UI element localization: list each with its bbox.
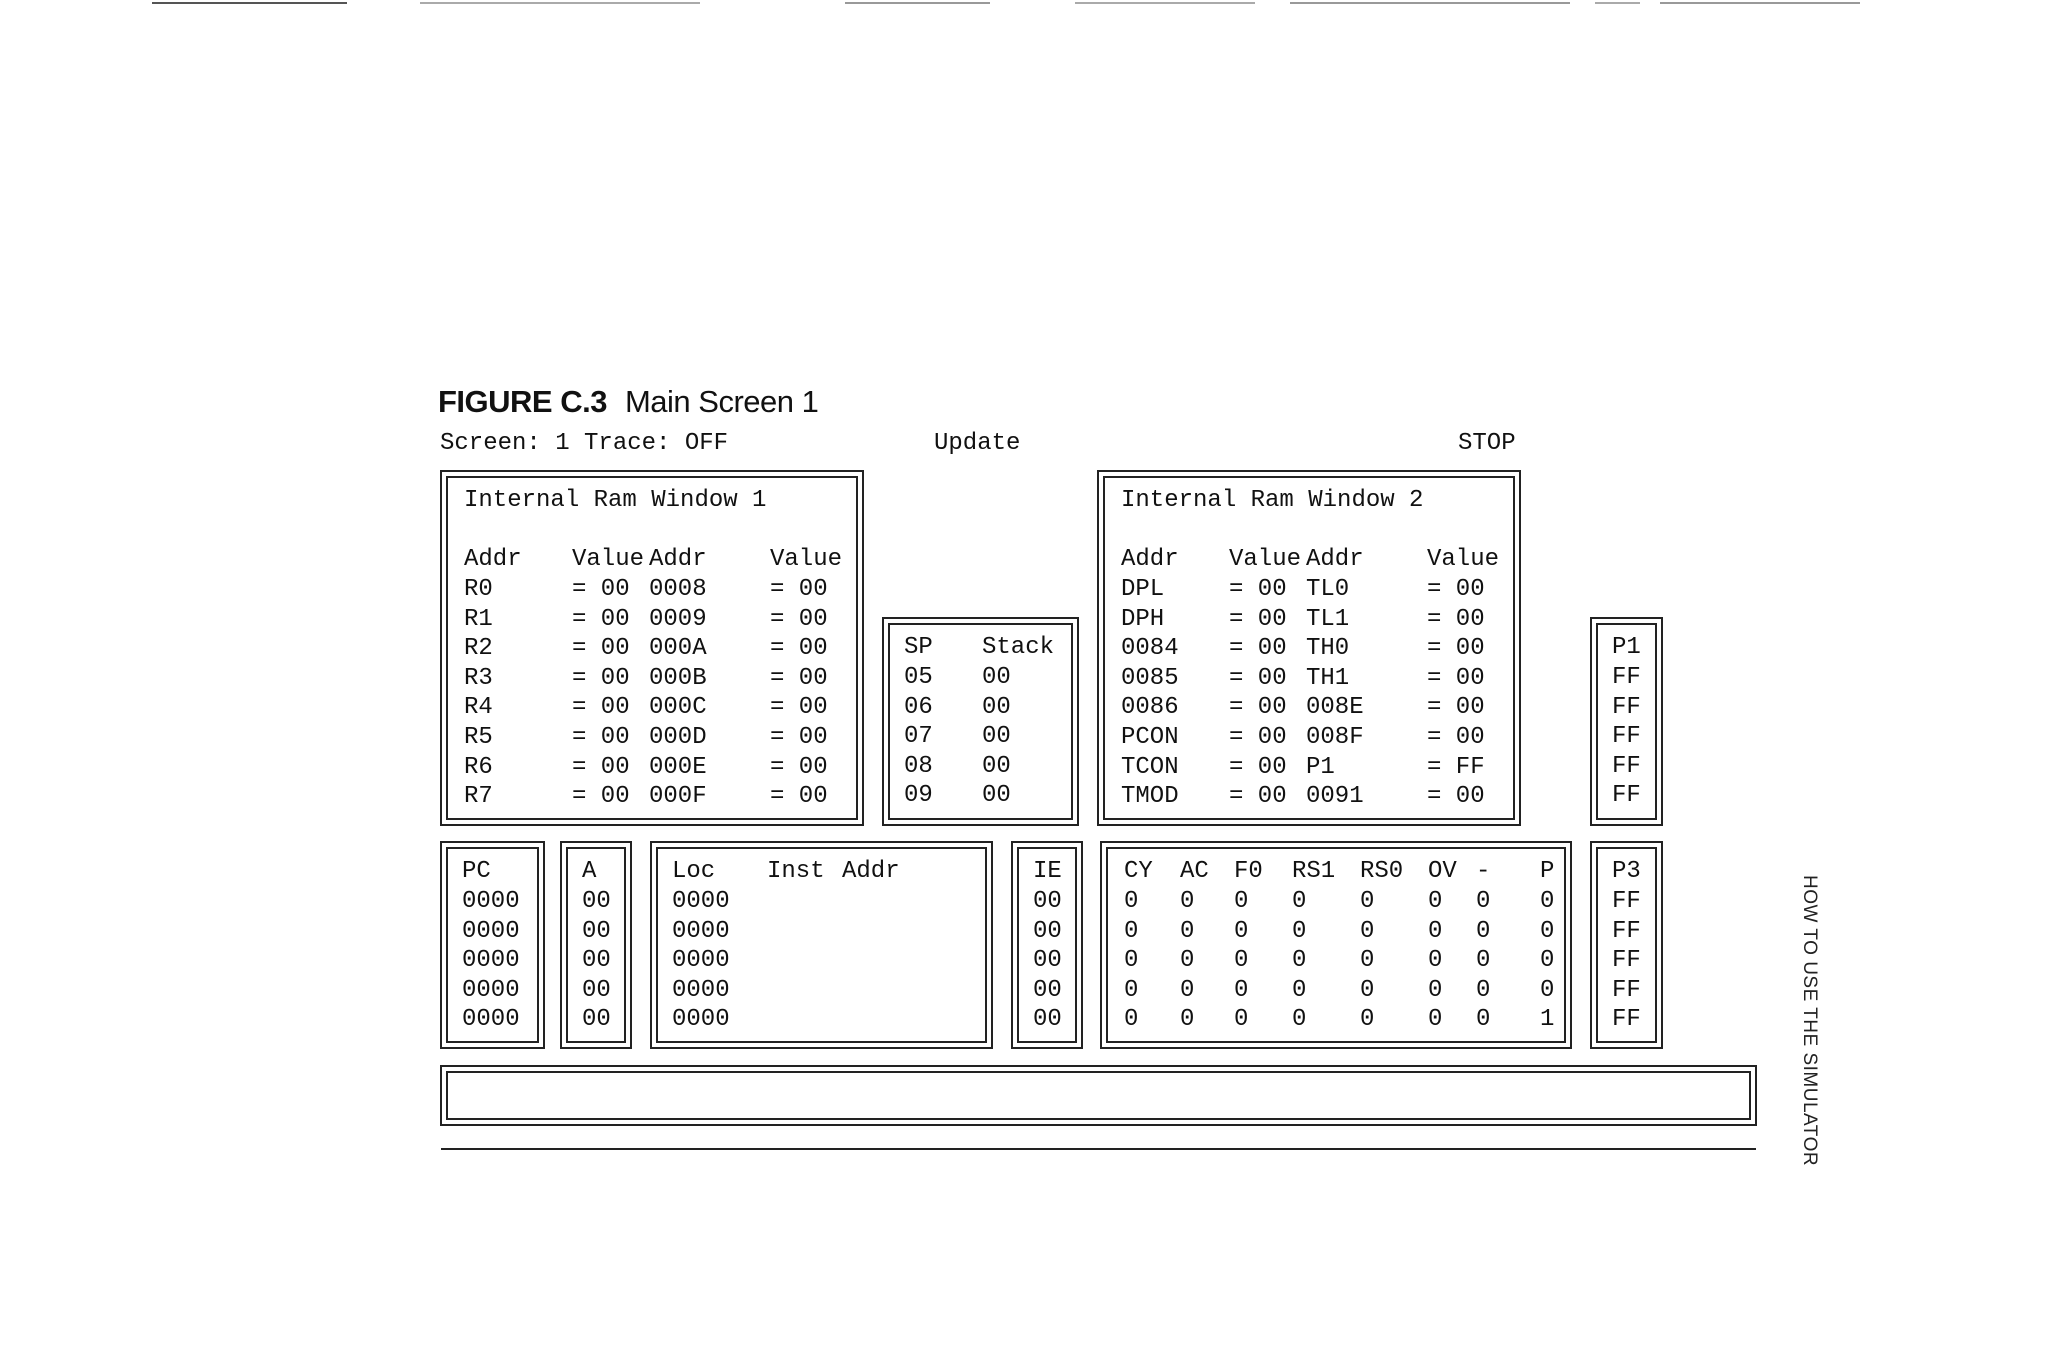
stack-row <box>904 722 1064 752</box>
value-cell: = 00 <box>572 664 630 692</box>
ie-value: 00 <box>1033 917 1062 945</box>
psw-flags-window <box>1100 841 1572 1049</box>
psw-flag-header: F0 <box>1234 858 1263 885</box>
value-cell: = 00 <box>1229 724 1287 751</box>
loc-value: 0000 <box>672 917 730 945</box>
inst-header: Inst <box>767 858 825 885</box>
ram-window-2 <box>1097 470 1521 826</box>
instaddr-header: Addr <box>842 858 900 885</box>
addr-cell: PCON <box>1121 724 1179 751</box>
accumulator-value: 00 <box>582 947 611 975</box>
ram1-row <box>464 664 854 694</box>
value-cell: = 00 <box>770 694 828 722</box>
psw-flag-header: RS0 <box>1360 858 1404 885</box>
value-cell: = 00 <box>770 664 828 692</box>
psw-row <box>1124 976 1554 1006</box>
addr-cell: 000B <box>649 664 707 692</box>
scan-artifact-line <box>1290 2 1570 4</box>
psw-flag-value: 0 <box>1540 976 1555 1004</box>
psw-row <box>1124 1005 1554 1035</box>
value-cell: = 00 <box>572 753 630 781</box>
ie-value: 00 <box>1033 976 1062 1004</box>
instruction-header <box>672 857 972 887</box>
psw-row <box>1124 887 1554 917</box>
psw-flag-value: 0 <box>1292 888 1307 915</box>
sp-cell: 07 <box>904 723 933 751</box>
loc-header: Loc <box>672 858 716 885</box>
psw-flag-value: 0 <box>1234 917 1249 945</box>
value-cell: = 00 <box>770 724 828 751</box>
psw-flag-value: 0 <box>1360 917 1375 945</box>
addr-cell: R2 <box>464 635 493 663</box>
stack-row <box>904 693 1064 723</box>
ram2-row <box>1121 723 1511 753</box>
value-cell: = 00 <box>1427 783 1485 811</box>
sp-header: SP <box>904 634 933 661</box>
ram2-row <box>1121 693 1511 723</box>
value-cell: = FF <box>1427 753 1485 781</box>
ram2-row <box>1121 753 1511 783</box>
value-cell: = 00 <box>572 605 630 633</box>
value-cell: = 00 <box>1229 694 1287 722</box>
ram-window-2-title: Internal Ram Window 2 <box>1121 487 1424 514</box>
addr-cell: TH0 <box>1306 635 1350 663</box>
ram-window-2-header <box>1121 545 1511 575</box>
psw-flag-value: 0 <box>1476 917 1491 945</box>
value-cell: = 00 <box>572 576 630 603</box>
psw-flag-value: 0 <box>1124 976 1139 1004</box>
addr-cell: R3 <box>464 664 493 692</box>
addr-header: Addr <box>464 546 522 573</box>
value-cell: = 00 <box>1229 605 1287 633</box>
psw-flag-value: 0 <box>1234 1006 1249 1034</box>
psw-flag-value: 0 <box>1292 976 1307 1004</box>
value-cell: = 00 <box>1229 783 1287 811</box>
ie-window <box>1011 841 1083 1049</box>
addr-cell: 0091 <box>1306 783 1364 811</box>
psw-flag-header: P <box>1540 858 1555 885</box>
addr-cell: 000E <box>649 753 707 781</box>
pc-header: PC <box>462 858 491 885</box>
sp-cell: 09 <box>904 782 933 810</box>
scan-artifact-line <box>845 2 990 4</box>
value-cell: = 00 <box>1427 635 1485 663</box>
value-cell: = 00 <box>1229 664 1287 692</box>
psw-flag-value: 0 <box>1292 917 1307 945</box>
psw-row <box>1124 946 1554 976</box>
port-value: FF <box>1612 888 1641 915</box>
stack-row <box>904 752 1064 782</box>
psw-flag-value: 0 <box>1234 947 1249 975</box>
psw-flag-value: 0 <box>1180 917 1195 945</box>
stack-header <box>904 633 1064 663</box>
addr-header: Addr <box>649 546 707 573</box>
accumulator-window <box>560 841 632 1049</box>
psw-flag-value: 0 <box>1180 1006 1195 1034</box>
pc-value: 0000 <box>462 976 520 1004</box>
addr-cell: TMOD <box>1121 783 1179 811</box>
run-state-label: STOP <box>1458 430 1516 457</box>
loc-value: 0000 <box>672 947 730 975</box>
value-cell: = 00 <box>770 605 828 633</box>
addr-cell: P1 <box>1306 753 1335 781</box>
addr-cell: 008F <box>1306 724 1364 751</box>
addr-cell: R6 <box>464 753 493 781</box>
ram2-row <box>1121 634 1511 664</box>
addr-cell: TH1 <box>1306 664 1350 692</box>
addr-cell: DPH <box>1121 605 1165 633</box>
accumulator-value: 00 <box>582 1006 611 1034</box>
value-cell: = 00 <box>770 753 828 781</box>
loc-value: 0000 <box>672 976 730 1004</box>
chapter-side-label: HOW TO USE THE SIMULATOR <box>1799 875 1820 1167</box>
scan-artifact-line <box>420 2 700 4</box>
port-value: FF <box>1612 693 1641 721</box>
psw-flag-value: 0 <box>1360 888 1375 915</box>
addr-cell: R1 <box>464 605 493 633</box>
pc-value: 0000 <box>462 1006 520 1034</box>
psw-flag-header: - <box>1476 858 1491 885</box>
accumulator-value: 00 <box>582 976 611 1004</box>
port-value: FF <box>1612 782 1641 810</box>
addr-cell: 000D <box>649 724 707 751</box>
sp-cell: 05 <box>904 664 933 691</box>
loc-value: 0000 <box>672 1006 730 1034</box>
pc-window <box>440 841 545 1049</box>
port-value: FF <box>1612 664 1641 691</box>
addr-cell: R4 <box>464 694 493 722</box>
psw-flag-value: 0 <box>1540 917 1555 945</box>
ram-window-1-title: Internal Ram Window 1 <box>464 487 767 514</box>
ram2-row <box>1121 605 1511 635</box>
ram1-row <box>464 753 854 783</box>
ram2-row <box>1121 575 1511 605</box>
stack-cell: 00 <box>982 723 1011 751</box>
scan-artifact-line <box>152 2 347 4</box>
port-value: FF <box>1612 723 1641 751</box>
stack-cell: 00 <box>982 752 1011 780</box>
value-cell: = 00 <box>1229 635 1287 663</box>
stack-cell: 00 <box>982 782 1011 810</box>
psw-flag-value: 0 <box>1428 976 1443 1004</box>
ram1-row <box>464 634 854 664</box>
psw-flag-header: OV <box>1428 858 1457 885</box>
addr-header: Addr <box>1306 546 1364 573</box>
value-cell: = 00 <box>572 694 630 722</box>
ram-window-1 <box>440 470 864 826</box>
addr-cell: 000F <box>649 783 707 811</box>
port-value: FF <box>1612 917 1641 945</box>
value-header: Value <box>572 546 645 573</box>
ram2-row <box>1121 664 1511 694</box>
ram1-row <box>464 782 854 812</box>
psw-flag-value: 0 <box>1476 888 1491 915</box>
psw-header <box>1124 857 1554 887</box>
value-cell: = 00 <box>1427 694 1485 722</box>
psw-flag-value: 0 <box>1124 917 1139 945</box>
addr-cell: TL0 <box>1306 576 1350 603</box>
scan-artifact-line <box>1595 2 1640 4</box>
addr-cell: 0009 <box>649 605 707 633</box>
port-value: FF <box>1612 1006 1641 1034</box>
value-header: Value <box>770 546 843 573</box>
psw-flag-value: 0 <box>1292 1006 1307 1034</box>
stack-row <box>904 663 1064 693</box>
screen-trace-status: Screen: 1 Trace: OFF <box>440 430 729 457</box>
psw-flag-value: 0 <box>1476 947 1491 975</box>
scan-artifact-line <box>1075 2 1255 4</box>
addr-cell: R0 <box>464 576 493 603</box>
port-value: FF <box>1612 752 1641 780</box>
port-p1-window <box>1590 617 1663 826</box>
loc-value: 0000 <box>672 888 730 915</box>
p1-header: P1 <box>1612 634 1641 661</box>
stack-window <box>882 617 1079 826</box>
psw-row <box>1124 917 1554 947</box>
value-cell: = 00 <box>770 783 828 811</box>
value-cell: = 00 <box>572 783 630 811</box>
value-cell: = 00 <box>1427 724 1485 751</box>
value-cell: = 00 <box>1229 576 1287 603</box>
psw-flag-header: RS1 <box>1292 858 1336 885</box>
psw-flag-value: 0 <box>1124 1006 1139 1034</box>
psw-flag-value: 0 <box>1180 976 1195 1004</box>
psw-flag-value: 0 <box>1234 976 1249 1004</box>
p3-header: P3 <box>1612 858 1641 885</box>
psw-flag-header: AC <box>1180 858 1209 885</box>
value-cell: = 00 <box>1229 753 1287 781</box>
psw-flag-value: 0 <box>1540 888 1555 915</box>
ie-header: IE <box>1033 858 1062 885</box>
psw-flag-value: 0 <box>1476 976 1491 1004</box>
ram-window-1-header <box>464 545 854 575</box>
addr-cell: R7 <box>464 783 493 811</box>
ram1-row <box>464 575 854 605</box>
value-cell: = 00 <box>1427 664 1485 692</box>
ie-value: 00 <box>1033 947 1062 975</box>
accumulator-value: 00 <box>582 917 611 945</box>
psw-flag-value: 0 <box>1360 947 1375 975</box>
psw-flag-value: 0 <box>1360 976 1375 1004</box>
value-header: Value <box>1427 546 1500 573</box>
ram1-row <box>464 723 854 753</box>
accumulator-value: 00 <box>582 888 611 915</box>
command-input[interactable] <box>440 1065 1757 1126</box>
value-cell: = 00 <box>1427 605 1485 633</box>
value-cell: = 00 <box>770 576 828 603</box>
psw-flag-header: CY <box>1124 858 1153 885</box>
psw-flag-value: 0 <box>1476 1006 1491 1034</box>
addr-cell: 0085 <box>1121 664 1179 692</box>
value-cell: = 00 <box>770 635 828 663</box>
command-input-frame <box>446 1071 1751 1120</box>
psw-flag-value: 1 <box>1540 1006 1555 1034</box>
instruction-window <box>650 841 993 1049</box>
ie-value: 00 <box>1033 888 1062 915</box>
pc-value: 0000 <box>462 947 520 975</box>
psw-flag-value: 0 <box>1124 947 1139 975</box>
ram2-row <box>1121 782 1511 812</box>
psw-flag-value: 0 <box>1428 947 1443 975</box>
scan-artifact-line <box>1660 2 1860 4</box>
value-cell: = 00 <box>1427 576 1485 603</box>
value-header: Value <box>1229 546 1302 573</box>
value-cell: = 00 <box>572 635 630 663</box>
figure-title: Main Screen 1 <box>624 384 819 419</box>
ram1-row <box>464 693 854 723</box>
ie-value: 00 <box>1033 1006 1062 1034</box>
figure-bottom-rule <box>441 1148 1756 1150</box>
port-value: FF <box>1612 947 1641 975</box>
accumulator-header: A <box>582 858 597 885</box>
addr-cell: TL1 <box>1306 605 1350 633</box>
addr-cell: 0008 <box>649 576 707 603</box>
addr-cell: TCON <box>1121 753 1179 781</box>
stack-row <box>904 781 1064 811</box>
value-cell: = 00 <box>572 724 630 751</box>
port-value: FF <box>1612 976 1641 1004</box>
addr-cell: 000C <box>649 694 707 722</box>
ram1-row <box>464 605 854 635</box>
addr-header: Addr <box>1121 546 1179 573</box>
pc-value: 0000 <box>462 917 520 945</box>
addr-cell: 0086 <box>1121 694 1179 722</box>
sp-cell: 08 <box>904 752 933 780</box>
figure-caption <box>438 384 818 420</box>
psw-flag-value: 0 <box>1428 917 1443 945</box>
psw-flag-value: 0 <box>1428 888 1443 915</box>
addr-cell: 000A <box>649 635 707 663</box>
psw-flag-value: 0 <box>1124 888 1139 915</box>
update-label[interactable]: Update <box>934 430 1021 457</box>
addr-cell: 008E <box>1306 694 1364 722</box>
psw-flag-value: 0 <box>1180 947 1195 975</box>
addr-cell: R5 <box>464 724 493 751</box>
sp-cell: 06 <box>904 693 933 721</box>
stack-col-header: Stack <box>982 634 1055 661</box>
psw-flag-value: 0 <box>1360 1006 1375 1034</box>
psw-flag-value: 0 <box>1234 888 1249 915</box>
port-p3-window <box>1590 841 1663 1049</box>
addr-cell: DPL <box>1121 576 1165 603</box>
psw-flag-value: 0 <box>1180 888 1195 915</box>
figure-label: FIGURE C.3 <box>438 384 607 419</box>
psw-flag-value: 0 <box>1540 947 1555 975</box>
psw-flag-value: 0 <box>1428 1006 1443 1034</box>
stack-cell: 00 <box>982 664 1011 691</box>
psw-flag-value: 0 <box>1292 947 1307 975</box>
addr-cell: 0084 <box>1121 635 1179 663</box>
stack-cell: 00 <box>982 693 1011 721</box>
pc-value: 0000 <box>462 888 520 915</box>
